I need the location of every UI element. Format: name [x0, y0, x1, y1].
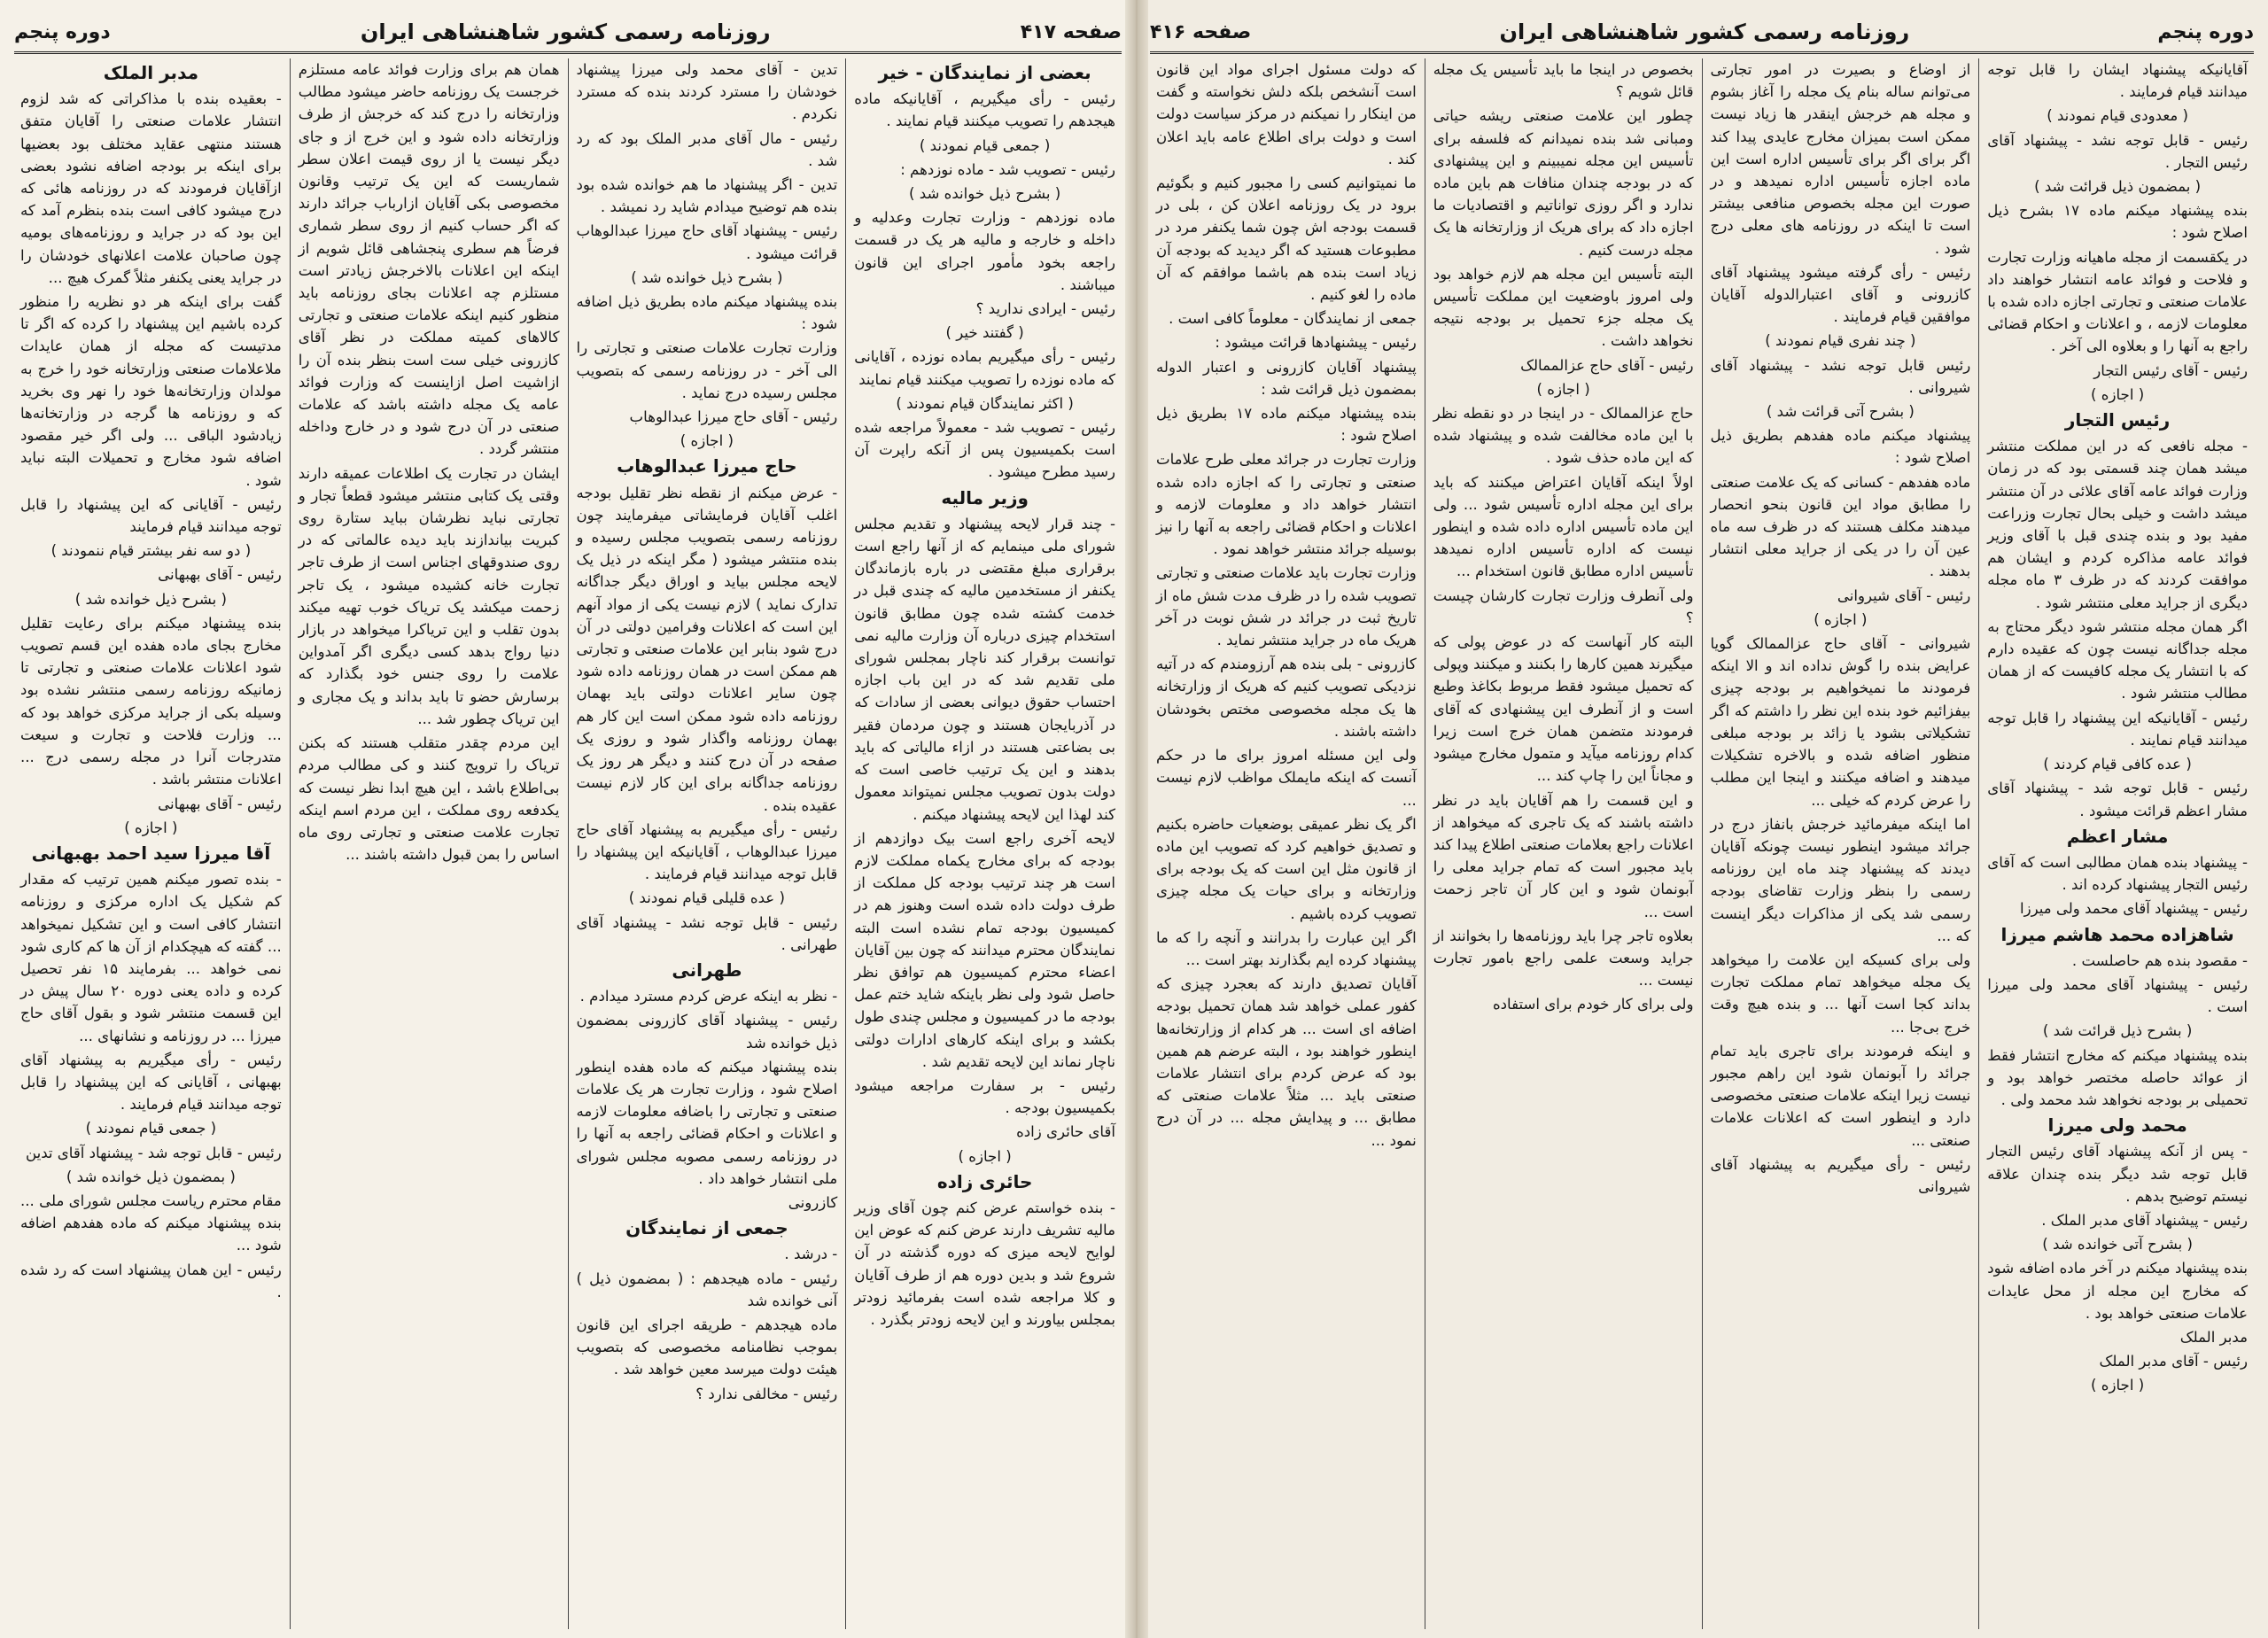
right-column-1	[1978, 58, 2256, 1629]
article-paragraph: ( بمضمون ذیل قرائت شد )	[2034, 178, 2202, 196]
article-paragraph: ( معدودی قیام نمودند )	[2047, 107, 2189, 125]
article-paragraph: پیشنهاد میکنم ماده هفدهم بطریق ذیل اصلاح شود :	[1710, 427, 1971, 467]
right-column-4	[1148, 58, 1425, 1629]
article-paragraph: البته کار آنهاست که در عوض پولی که میگیرند همین کارها را بکنند و میکنند وپولی که تحمیل میشود فقط مربوط بکاغذ وطبع است و از آنطرف این پیشنهادی که آقای فرمودند متضمن همان خرج است زیرا کدام روزنامه میآید و متمول مخارج میشود و مجاناً این را چاپ کند ...	[1433, 633, 1694, 785]
article-paragraph: که دولت مسئول اجرای مواد این قانون است آنشخص بلکه دلش نخواسته و گفت من اینکار را نمیکنم در مرکز سیاست دولت است و دولت برای اطلاع عامه باید اعلان کند .	[1156, 61, 1417, 167]
article-paragraph: و این قسمت را هم آقایان باید در نظر داشته باشند که یک تاجری که میخواهد از اعلانات راجع بعلامات صنعتی اطلاع پیدا کند باید مجبور است که تمام جراید معلی را آبونمان شود و این کار آن تاجر زحمت است ...	[1433, 791, 1694, 920]
right-page-title: روزنامه رسمی کشور شاهنشاهی ایران	[1499, 19, 1910, 44]
right-page-columns	[1148, 58, 2256, 1629]
speaker-heading: حائری زاده	[936, 1170, 1033, 1192]
article-paragraph: آقای حائری زاده	[1016, 1123, 1115, 1141]
article-paragraph: و اینکه فرمودند برای تاجری باید تمام جرائد را آبونمان شود این راهم مجبور نیست زیرا اینکه علامات صنعتی مخصوصی دارد و اینطور است که اعلانات علامات صنعتی ...	[1710, 1042, 1971, 1149]
article-paragraph: رئیس - آقای حاج میرزا عبدالوهاب	[629, 408, 838, 426]
article-paragraph: مقام محترم ریاست مجلس شورای ملی ... بنده پیشنهاد میکنم که ماده هفدهم اضافه شود ...	[20, 1192, 282, 1254]
right-page-masthead	[1150, 12, 2254, 54]
right-column-2	[1702, 58, 1979, 1629]
article-paragraph: بنده پیشنهاد میکنم برای رعایت تقلیل مخارج بجای ماده هفده این قسم تصویب شود اعلانات علامات صنعتی و تجارتی تا زمانیکه روزنامه رسمی منتشر نشده بود وسیله بکی از جراید مرکزی خواهد بود که ... وزارت فلاحت و تجارت و سیعت متدرجات آنرا در مجله رسمی درج ... اعلانات منتشر باشد .	[20, 614, 282, 788]
article-paragraph: رئیس - پیشنهاد آقای مدبر الملک .	[2041, 1211, 2248, 1229]
article-paragraph: - درشد .	[784, 1246, 838, 1263]
article-paragraph: رئیس - تصویب شد - ماده نوزدهم :	[900, 160, 1115, 178]
left-column-4	[12, 58, 290, 1629]
page-gutter	[1125, 0, 1148, 1638]
speaker-heading: مشار اعظم	[2066, 825, 2169, 847]
article-paragraph: ( بشرح ذیل خوانده شد )	[631, 268, 783, 286]
article-paragraph: رئیس - آقای مدبر الملک	[2099, 1353, 2248, 1370]
article-paragraph: رئیس - رأی میگیریم به پیشنهاد آقای شیروانی	[1710, 1155, 1971, 1195]
article-paragraph: رئیس - این همان پیشنهاد است که رد شده .	[20, 1261, 282, 1300]
left-column-1	[845, 58, 1123, 1629]
article-paragraph: - بعقیده بنده با مذاکراتی که شد لزوم انتشار علامات صنعتی را آقایان متفق هستند منتهی عقاید مختلف بود بعضیها برای اینکه بر بودجه اضافه نشود بعضی ازآقایان فرمودند که در روزنامه هائی که درج میشود کافی است بنده بنظرم آمد که این بود که در جراید و روزنامه‌های بومیه چون صاحبان علامت اعلانهای خودشان را در جراید یعنی یکنفر مثلاً گمرک هیچ ...	[20, 90, 282, 286]
article-paragraph: رئیس - رأی میگیریم به پیشنهاد آقای بهبهانی ، آقایانی که این پیشنهاد را قابل توجه میدانند قیام فرمایند .	[20, 1051, 282, 1114]
article-paragraph: ولی برای کار خودم برای استفاده	[1492, 996, 1694, 1013]
article-paragraph: رئیس - آقای شیروانی	[1837, 586, 1971, 604]
speaker-heading: آقا میرزا سید احمد بهبهانی	[31, 842, 271, 864]
article-paragraph: کازرونی	[788, 1193, 838, 1211]
article-paragraph: شیروانی - آقای حاج عزالممالک گویا عرایض بنده را گوش نداده اند و الا اینکه فرمودند ما نمیخواهیم بر بودجه چیزی بیفزائیم خود بنده این نظر را داشتم که اگر تشکیلاتی بشود یا زائد بر بودجه مبلغی منظور اضافه شده و بالاخره تشکیلات میدهند و اضافه میکنند و اینجا این مطلب را عرض کردم که خیلی ...	[1710, 635, 1971, 809]
article-paragraph: ( اجازه )	[2091, 1377, 2145, 1394]
article-paragraph: وزارت تجارت در جرائد معلی طرح علامات صنعتی و تجارتی را که اجازه داده شده انتشار خواهد داد و معلومات لازمه و اعلانات و احکام قضائی راجعه به آنها را نیز بوسیله جرائد منتشر خواهد نمود .	[1156, 451, 1417, 558]
article-paragraph: ولی آنطرف وزارت تجارت کارشان چیست ؟	[1433, 586, 1694, 626]
article-paragraph: اما اینکه میفرمائید خرجش بانفاز درج در جرائد میشود اینطور نیست چونکه آقایان دیدند که پیشنهاد چند ماه این روزنامه رسمی را بنظر وزارت تقاضای بودجه رسمی شد یکی از مذاکرات دیگر اینست که ...	[1710, 815, 1971, 944]
speaker-heading: محمد ولی میرزا	[2047, 1114, 2187, 1137]
article-paragraph: مدبر الملک	[2179, 1328, 2248, 1346]
speaker-heading: طهرانی	[672, 959, 742, 981]
left-column-2	[568, 58, 846, 1629]
article-paragraph: رئیس - ماده هیجدهم : ( بمضمون ذیل ) آنی خوانده شد	[576, 1269, 838, 1309]
article-paragraph: رئیس - رأی میگیریم ، آقایانیکه ماده هیجدهم را تصویب میکنند قیام نمایند .	[854, 90, 1115, 130]
article-paragraph: ( بشرح آتی خوانده شد )	[2042, 1236, 2193, 1254]
article-paragraph: ماده هفدهم - کسانی که یک علامت صنعتی را مطابق مواد این قانون بنحو انحصار میدهند مکلف هستند که در ظرف سه ماه عین آن را در یکی از جراید معلی انتشار بدهند .	[1710, 473, 1971, 580]
article-paragraph: رئیس - رأی میگیریم به پیشنهاد آقای حاج میرزا عبدالوهاب ، آقایانیکه این پیشنهاد را قابل توجه میدانند قیام فرمایند .	[576, 820, 838, 883]
left-column-3	[290, 58, 568, 1629]
article-paragraph: ( بمضمون ذیل خوانده شد )	[66, 1168, 236, 1185]
article-paragraph: اگر این عبارت را بدرانند و آنچه را که ما پیشنهاد کرده ایم بگذارند بهتر است ...	[1156, 928, 1417, 968]
article-paragraph: همان هم برای وزارت فوائد عامه مستلزم خرجست یک روزنامه حاضر میشود مطالب وزارتخانه را درج کند که خرجش از طرف وزارتخانه داده شود و این خرج از و جای دیگر نیست یا از روی قیمت اعلان سطر شماریست که این یک ترتیب وقانون مخصوصی بکی آقایان ازارباب جرائد دارند که اگر حساب کنیم از روی سطر شماری فرضاً هم سطری پنجشاهی قائل شویم از اینکه این اعلانات بالاخرجش زیادتر است مستلزم چه اعلانات بجای روزنامه باید منظور کنیم اینکه علامات صنعتی و تجارتی کالاهای کمیته مملکت در نظر آقای کازرونی خیلی ست است بنظر بنده آن را ازاشیت اصل ازاینست که وزارت فوائد عامه یک مجله داشته باشد که علامات صنعتی در آن درج شود و در خارج وداخله منتشر گردد .	[298, 61, 560, 458]
article-paragraph: ( عده کافی قیام کردند )	[2043, 756, 2192, 773]
article-paragraph: بنده پیشنهاد میکنم که ماده هفده اینطور اصلاح شود ، وزارت تجارت هر یک علامات صنعتی و تجارتی را باضافه معلومات لازمه و اعلانات و احکام قضائی راجعه به آنها را در روزنامه رسمی مصوبه مجلس شورای ملی انتشار خواهد داد .	[576, 1058, 838, 1187]
article-paragraph: - پس از آنکه پیشنهاد آقای رئیس التجار قابل توجه شد دیگر بنده چندان علاقه نیستم توضیح بدهم .	[1987, 1143, 2248, 1205]
article-paragraph: ( اجازه )	[1536, 380, 1590, 398]
article-paragraph: ( بشرح ذیل خوانده شد )	[908, 185, 1061, 203]
article-paragraph: جمعی از نمایندگان - معلوماً کافی است .	[1169, 310, 1417, 328]
article-paragraph: ( عده قلیلی قیام نمودند )	[628, 889, 785, 907]
article-paragraph: ( گفتند خیر )	[945, 324, 1024, 342]
article-paragraph: رئیس - آقای حاج عزالممالک	[1520, 356, 1694, 374]
article-paragraph: رئیس - پیشنهادها قرائت میشود :	[1215, 334, 1417, 352]
article-paragraph: البته تأسیس این مجله هم لازم خواهد بود ولی امروز باوضعیت این مملکت تأسیس یک مجله جزء تحمیل بر بودجه نتیجه نخواهد داشت .	[1433, 265, 1694, 350]
article-paragraph: اولاً اینکه آقایان اعتراض میکنند که باید برای این مجله اداره تأسیس شود ... ولی این ماده تأسیس اداره داده شده و اینطور نیست که اداره تأسیس اداره نمیدهد تأسیس اداره مطابق قانون استخدام ...	[1433, 473, 1694, 580]
article-paragraph: رئیس - قابل توجه شد - پیشنهاد آقای تدین	[25, 1144, 282, 1161]
article-paragraph: اگر یک نظر عمیقی بوضعیات حاضره بکنیم و تصدیق خواهیم کرد که تصویب این ماده از قانون مثل این است که یک بودجه برای وزارتخانه و برای حیات یک مجله چیزی تصویب کرده باشیم .	[1156, 815, 1417, 922]
article-paragraph: بنده پیشنهاد میکنم ماده ۱۷ بطریق ذیل اصلاح شود :	[1156, 405, 1417, 445]
article-paragraph: - بنده خواستم عرض کنم چون آقای وزیر مالیه تشریف دارند عرض کنم که عوض این لوایح لایحه میزی که دوره گذشته در آن شروع شد و بدین دوره هم از طرف آقایان و کلا مراجعه شده است بفرمائید زودتر بمجلس بیاورند و این لایحه زودتر بگذرد .	[854, 1199, 1115, 1328]
article-paragraph: ایشان در تجارت یک اطلاعات عمیقه دارند وقتی یک کتابی منتشر میشود قطعاً تجار و تجارتی نباید نظرشان بباید ستارة روی کبریت بیاندازند باید دیده عالماتی که در روی صندوقهای اجناس است از طرف تاجر تجارت خانه کشیده میشود ، یک تاجر زحمت میکشد یک تریاک خوب تهیه میکند بدون تقلب و این تریاکرا میخواهد در بازار دنیا رواج بدهد کسی دیگری اگر آمدواین علامت را روی جنس خود بگذارد که برسارش حضو تا باید بداند و یک مجاری و این تریاک چطور شد ...	[298, 464, 560, 727]
article-paragraph: رئیس - پیشنهاد آقای محمد ولی میرزا	[2019, 900, 2248, 918]
article-paragraph: رئیس - پیشنهاد آقای کازرونی بمضمون ذیل خوانده شد	[576, 1012, 838, 1052]
article-paragraph: رئیس - مال آقای مدبر الملک بود که رد شد .	[576, 129, 838, 169]
article-paragraph: - بنده تصور میکنم همین ترتیب که مقدار کم شکیل یک اداره مرکزی و روزنامه انتشار کافی است و این تشکیل نمیخواهد ... گفته که هیچکدام از آن ها کم کاری شود نمی خواهد ... بفرمایند ۱۵ نفر تحصیل کرده و داده یعنی دوره ۲۰ سال پیش در این قسمت منتشر شود و بقول آقای حاج میرزا ... در روزنامه و نشانهای ...	[20, 871, 282, 1044]
article-paragraph: - مقصود بنده هم حاصلست .	[2071, 951, 2248, 969]
left-page-number: صفحه ۴۱۷	[1020, 20, 1122, 43]
article-paragraph: رئیس - رأی گرفته میشود پیشنهاد آقای کازرونی و آقای اعتبارالدوله آقایان موافقین قیام فرمایند .	[1710, 263, 1971, 326]
right-page-number: صفحه ۴۱۶	[1150, 20, 1252, 43]
article-paragraph: رئیس - آقایانی که این پیشنهاد را قابل توجه میدانند قیام فرمایند	[20, 495, 282, 536]
article-paragraph: ( جمعی قیام نمودند )	[85, 1120, 217, 1137]
article-paragraph: رئیس - ایرادی ندارید ؟	[975, 300, 1115, 318]
speaker-heading: حاج میرزا عبدالوهاب	[617, 455, 797, 477]
article-paragraph: وزارت تجارت باید علامات صنعتی و تجارتی تصویب شده را در ظرف مدت شش ماه از تاریخ ثبت در جرائد در شش نوبت در آخر هریک ماه در جراید منتشر نماید .	[1156, 564, 1417, 649]
article-paragraph: ( اجازه )	[124, 819, 178, 836]
article-paragraph: آقایانیکه پیشنهاد ایشان را قابل توجه میدانند قیام فرمایند .	[1987, 61, 2248, 101]
article-paragraph: ماده هیجدهم - طریقه اجرای این قانون بموجب نظامنامه مخصوصی که بتصویب هیئت دولت میرسد معین خواهد شد .	[576, 1316, 838, 1378]
article-paragraph: کازرونی - بلی بنده هم آرزومندم که در آتیه نزدیکی تصویب کنیم که هریک از وزارتخانه ها یک مجله مخصوصی مختص بخودشان داشته باشند .	[1156, 656, 1417, 740]
article-paragraph: رئیس - قابل توجه نشد - پیشنهاد آقای طهرانی .	[576, 913, 838, 953]
article-paragraph: این مردم چقدر متقلب هستند که بکنن تریاک را ترویج کنند و کی مطالب مردم بی‌اطلاع باشد ، این هیچ ابدا نظر نیست که یکدفعه روی مملکت ، این مردم اسم اینکه تجارت علامت صنعتی و تجارتی روی ماه اساس را بمن قبول داشته باشند ...	[298, 734, 560, 864]
article-paragraph: وزارت تجارت علامات صنعتی و تجارتی را الی آخر - در روزنامه رسمی که بتصویب مجلس رسیده درج نماید .	[576, 339, 838, 401]
article-paragraph: پیشنهاد آقایان کازرونی و اعتبار الدوله بمضمون ذیل قرائت شد :	[1156, 358, 1417, 398]
article-paragraph: چطور این علامت صنعتی ریشه حیاتی ومبانی شد بنده نمیدانم که فلسفه برای تأسیس این مجله نمیبینم و این پیشنهادی که در بودجه چندان منافات هم باین ماده ندارد و اگر روزی تواناتیم و اقتصادیات ما اجازه داد که برای هریک از وزارتخانه ها یک مجله درست کنیم .	[1433, 107, 1694, 259]
article-paragraph: رئیس - مخالفی ندارد ؟	[695, 1385, 838, 1402]
article-paragraph: ( اجازه )	[958, 1147, 1012, 1165]
article-paragraph: - نظر به اینکه عرض کردم مسترد میدادم .	[579, 988, 838, 1005]
article-paragraph: حاج عزالممالک - در اینجا در دو نقطه نظر با این ماده مخالفت شده و پیشنهاد شده که این ماده حذف شود .	[1433, 405, 1694, 467]
article-paragraph: ما نمیتوانیم کسی را مجبور کنیم و بگوئیم برود در یک روزنامه اعلان کن ، بلی در قسمت بودجه اش چون شما یکنفر مرد در مطبوعات هستید که اگر دیدید که بودجه آن زیاد است بنده هم باشما موافقم که آن ماده را لغو کنیم .	[1156, 175, 1417, 304]
article-paragraph: تدین - اگر پیشنهاد ما هم خوانده شده بود بنده هم توضیح میدادم شاید رد نمیشد .	[576, 176, 838, 216]
speaker-heading: وزیر مالیه	[941, 486, 1029, 508]
left-page-masthead	[14, 12, 1122, 54]
article-paragraph: رئیس - پیشنهاد آقای محمد ولی میرزا است .	[1987, 975, 2248, 1016]
article-paragraph: بنده پیشنهاد میکنم ماده ۱۷ بشرح ذیل اصلاح شود :	[1987, 202, 2248, 242]
article-paragraph: رئیس - آقای بهبهانی	[158, 795, 282, 812]
article-paragraph: بخصوص در اینجا ما باید تأسیس یک مجله قائل شویم ؟	[1433, 61, 1694, 101]
article-paragraph: رئیس - آقای رئیس التجار	[2093, 361, 2248, 379]
speaker-heading: رئیس التجار	[2064, 409, 2171, 431]
article-paragraph: بنده پیشنهاد میکنم در آخر ماده اضافه شود که مخارج این مجله از محل عایدات علامات صنعتی خواهد بود .	[1987, 1260, 2248, 1322]
article-paragraph: ( چند نفری قیام نمودند )	[1765, 332, 1916, 350]
article-paragraph: ولی برای کسیکه این علامت را میخواهد یک مجله میخواهد تمام مملکت تجارت بداند کجا است آنها ... و بنده هیچ وقت خرج بی‌جا ...	[1710, 951, 1971, 1036]
article-paragraph: لایحه آخری راجع است بیک دوازدهم از بودجه که برای مخارج یکماه مملکت لازم است هر چند ترتیب بودجه کل مملکت از طرف دولت داده شده است وهنوز هم در کمیسیون بودجه تمام نشده است البته نمایندگان محترم میدانند که چون بین آقایان اعضاء محترم کمیسیون هم توافق نظر حاصل شود ولی نظر باینکه شاید ختم عمل بودجه ما در کمیسیون و مجلس چندی طول بکشد و برای اینکه کارهای ادارات دولتی ناچار نماند این لایحه تقدیم شد .	[854, 829, 1115, 1070]
article-paragraph: بعلاوه تاجر چرا باید روزنامه‌ها را بخوانند از جراید وسعت علمی راجع بامور تجارت نیست ...	[1433, 927, 1694, 990]
article-paragraph: اگر همان مجله منتشر شود دیگر محتاج به مجله جداگانه نیست چون که عقیده دارم که با انتشار یک مجله کافیست که از همان مطالب منتشر شود .	[1987, 617, 2248, 703]
right-page	[1136, 0, 2268, 1638]
article-paragraph: ( اجازه )	[1814, 610, 1868, 628]
article-paragraph: رئیس - پیشنهاد آقای حاج میرزا عبدالوهاب قرائت میشود .	[576, 222, 838, 262]
article-paragraph: تدین - آقای محمد ولی میرزا پیشنهاد خودشان را مسترد کردند بنده که مسترد نکردم .	[576, 61, 838, 123]
article-paragraph: بنده پیشنهاد میکنم که مخارج انتشار فقط از عوائد حاصله مختصر خواهد بود و تحمیلی بر بودجه نخواهد شد محمد ولی .	[1987, 1046, 2248, 1108]
article-paragraph: - مجله نافعی که در این مملکت منتشر میشد همان چند قسمتی بود که در زمان وزارت فوائد عامه آقای علائی در آن منتشر میشد داشت و خیلی بحال تجارت وزراعت مفید بود و بنده چندی قبل با آقای وزیر فوائد عامه مذاکره کردم و ایشان هم موافقت کردند که در ظرف ۳ ماه مجله دیگری از جراید معلی منتشر شود .	[1987, 438, 2248, 611]
article-paragraph: رئیس - قابل توجه شد - پیشنهاد آقای مشار اعظم قرائت میشود .	[1987, 780, 2248, 819]
article-paragraph: ( اکثر نمایندگان قیام نمودند )	[896, 394, 1074, 412]
speaker-heading: مدبر الملک	[103, 62, 198, 83]
article-paragraph: ( بشرح آتی قرائت شد )	[1766, 403, 1915, 421]
article-paragraph: - چند قرار لایحه پیشنهاد و تقدیم مجلس شورای ملی مینمایم که از آنها راجع است برقراری مبلغ مقتضی در باره بازماندگان یکنفر از مستخدمین مالیه که چندی قبل در خدمت کشته شده چون مطابق قانون استخدام چیزی درباره آن وزارت مالیه نمی توانست برقرار کند ناچار بمجلس شورای ملی تقدیم شد که در این باب اجازه احتساب حقوق دیوانی بعضی از سادات که در آذربایجان هستند و چون مردمان فقیر بی بضاعتی هستند در ازاء مالیاتی که باید بدهند و این یک ترتیب خاصی است که دولت بدون تصویب مجلس نمیتواند معمول کند لهذا این لایحه پیشنهاد میکنم .	[854, 515, 1115, 823]
article-paragraph: ( اجازه )	[2091, 385, 2145, 403]
article-paragraph: ( بشرح ذیل خوانده شد )	[74, 590, 227, 608]
article-paragraph: رئیس - قابل توجه نشد - پیشنهاد آقای رئیس التجار .	[1987, 131, 2248, 171]
article-paragraph: ( اجازه )	[680, 432, 734, 450]
speaker-heading: شاهزاده محمد هاشم میرزا	[2000, 923, 2234, 945]
article-paragraph: - عرض میکنم از نقطه نظر تقلیل بودجه اغلب آقایان فرمایشاتی میفرمایند چون روزنامه رسمی بتصویب مجلس رسیده و بنده منتشر میشود ( مگر اینکه در ذیل یک لایحه مجلس بیاید و اوراق دیگر جداگانه تدارک نماید ) لازم نیست یکی از مواد آنهم این است که اعلانات وفرامین دولتی در آن درج شود بنابر این علامات صنعتی و تجارتی هم ممکن است در همان روزنامه داده شود چون سایر اعلانات دولتی باید بهمان روزنامه داده شود ممکن است این کار هم بهمان روزنامه واگذار شود و روزی یک صفحه در آن درج کنند و دیگر هر روز یک روزنامه جداگانه برای این کار لازم نیست عقیده بنده .	[576, 484, 838, 814]
article-paragraph: رئیس - آقای بهبهانی	[158, 566, 282, 584]
article-paragraph: آقایان تصدیق دارند که بعجرد چیزی که کفور عملی خواهد شد همان تحمیل بودجه اضافه ای است ... هر کدام از وزارتخانه‌ها اینطور خواهند بود ، البته عرضم هم همین بود که عرض کردم برای انتشار علامات صنعتی باید ... مثلاً علامات صنعتی که مطابق ... و پیدایش مجله ... در آن درج نمود ...	[1156, 975, 1417, 1149]
article-paragraph: ( جمعی قیام نمودند )	[919, 136, 1051, 154]
speaker-heading: بعضی از نمایندگان - خیر	[878, 62, 1091, 83]
left-page-period: دوره پنجم	[14, 20, 111, 43]
article-paragraph: بنده پیشنهاد میکنم ماده بطریق ذیل اضافه شود :	[576, 293, 838, 333]
speaker-heading: جمعی از نمایندگان	[625, 1217, 788, 1239]
article-paragraph: رئیس - آقایانیکه این پیشنهاد را قابل توجه میدانند قیام نمایند .	[1987, 709, 2248, 749]
article-paragraph: ( دو سه نفر بیشتر قیام ننمودند )	[50, 542, 252, 560]
article-paragraph: در یکقسمت از مجله ماهیانه وزارت تجارت و فلاحت و فوائد عامه انتشار خواهند داد علامات صنعتی و تجارتی اجازه داده شده با معلومات لازمه ، و اعلانات و احکام قضائی راجع به آنها را و بعلاوه الی آخر .	[1987, 248, 2248, 355]
article-paragraph: رئیس - بر سفارت مراجعه میشود بکمیسیون بودجه .	[854, 1076, 1115, 1117]
left-page-title: روزنامه رسمی کشور شاهنشاهی ایران	[360, 19, 771, 44]
article-paragraph: - پیشنهاد بنده همان مطالبی است که آقای رئیس التجار پیشنهاد کرده اند .	[1987, 853, 2248, 894]
article-paragraph: رئیس - تصویب شد - معمولاً مراجعه شده است بکمیسیون پس از آنکه راپرت آن رسید مطرح میشود .	[854, 419, 1115, 481]
left-page-columns	[12, 58, 1123, 1629]
article-paragraph: از اوضاع و بصیرت در امور تجارتی می‌توانم ساله بنام یک مجله را آغاز بشوم و مجله هم خرجش اینقدر ها زیاد نیست ممکن است بمیزان مخارج عایدی پیدا کند اگر برای اگر برای تأسیس اداره است این ماده اجازه تأسیس اداره نمیدهد و در صورت این مجله بخصوص منافعی بیشتر است تا اینکه در روزنامه های معلی درج شود .	[1710, 61, 1971, 257]
right-page-period: دوره پنجم	[2157, 20, 2254, 43]
article-paragraph: ( بشرح ذیل قرائت شد )	[2042, 1022, 2193, 1040]
article-paragraph: ولی این مسئله امروز برای ما در حکم آنست که اینکه مایملک مواظب لازم نیست ...	[1156, 747, 1417, 809]
article-paragraph: ماده نوزدهم - وزارت تجارت وعدلیه و داخله و خارجه و مالیه هر یک در قسمت راجعه بخود مأمور اجرای این قانون میباشند .	[854, 209, 1115, 293]
right-column-3	[1425, 58, 1702, 1629]
article-paragraph: رئیس - رأی میگیریم بماده نوزده ، آقایانی که ماده نوزده را تصویب میکنند قیام نمایند	[854, 348, 1115, 388]
article-paragraph: رئیس قابل توجه نشد - پیشنهاد آقای شیروانی .	[1710, 356, 1971, 396]
article-paragraph: گفت برای اینکه هر دو نظریه را منظور کرده باشیم این پیشنهاد را کرده که اگر تا مدتیست که مجله از همان عایدات ملاعلامات صنعتی وزارتخانه خود را خرج به مولدان وزارتخانه‌ها خود را نهر وی بخرید که و روزنامه ها گرجه در وزارتخانه‌ها زیادشود الباقی ... ولی اگر خیر مقصود اضافه شود مخارج و تحمیلات البته نباید شود .	[20, 293, 282, 489]
